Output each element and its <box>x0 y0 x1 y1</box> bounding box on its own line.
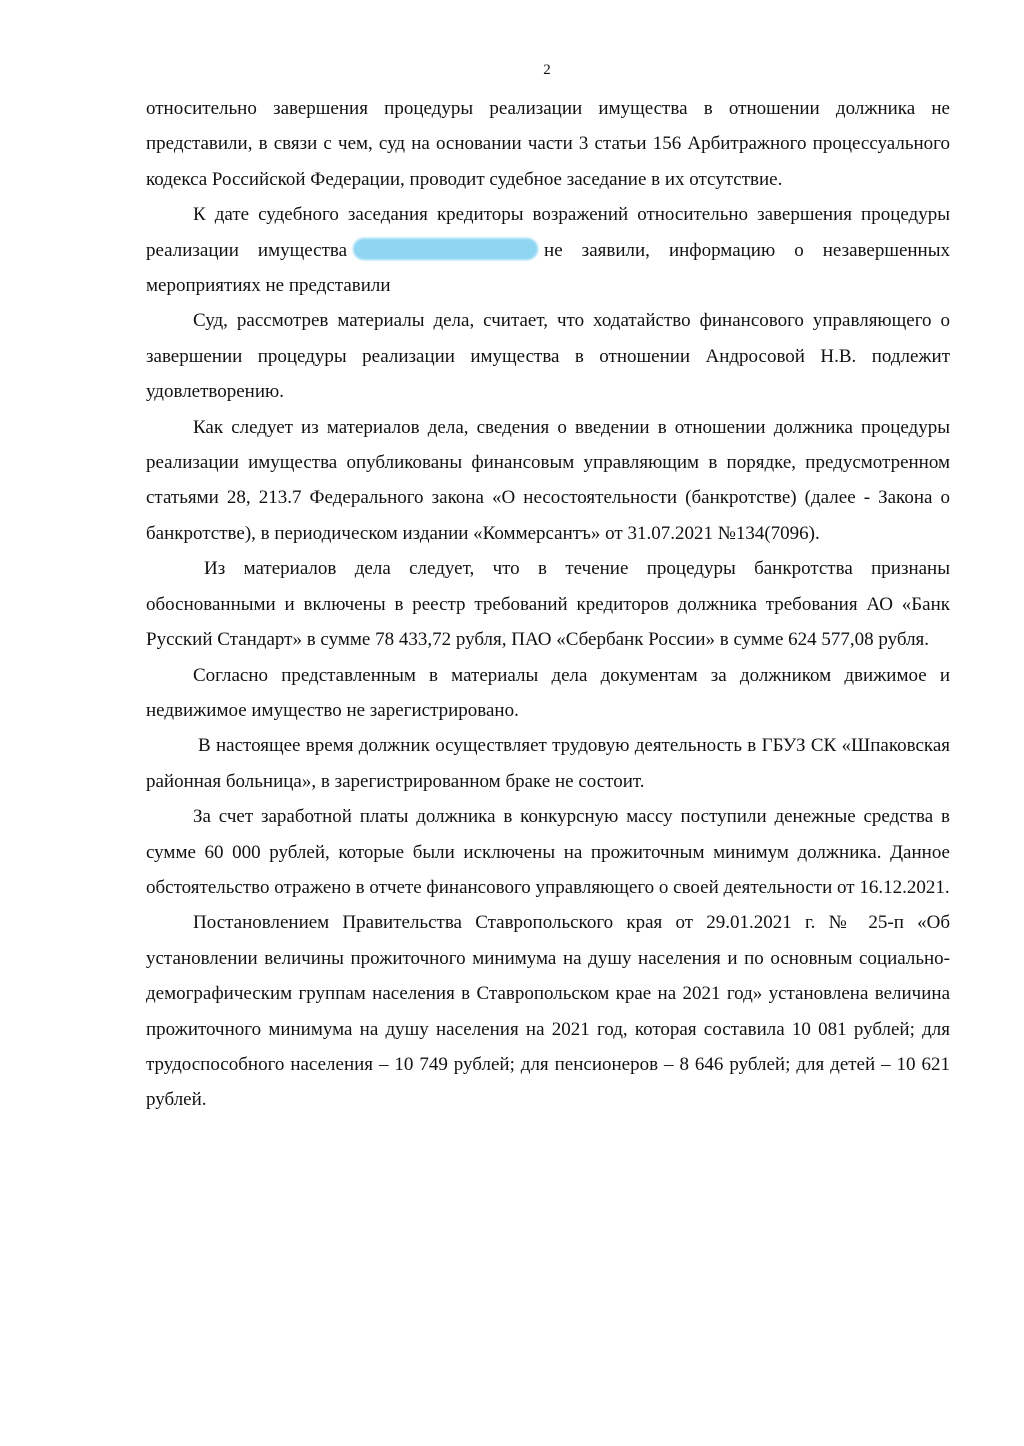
redacted-name-highlight <box>353 238 538 260</box>
document-body <box>146 91 950 1118</box>
paragraph-text-after-redaction: не заявили, информацию о незавершенных мероприятиях не представили <box>146 239 950 297</box>
page-number: 2 <box>543 62 551 78</box>
paragraph-property: Согласно представленным в материалы дела документам за должником движимое и недвижимое имущество не зарегистрировано. <box>146 664 950 721</box>
paragraph-court-decision: Суд, рассмотрев материалы дела, считает, что ходатайство финансового управляющего о завершении процедуры реализации имущества в отношении Андросовой Н.В. подлежит удовлетворению. <box>146 310 950 403</box>
paragraph-employment: В настоящее время должник осуществляет трудовую деятельность в ГБУЗ СК «Шпаковская районная больница», в зарегистрированном браке не состоит. <box>146 735 950 792</box>
paragraph-creditors-objections <box>146 197 950 303</box>
paragraph-creditor-claims: Из материалов дела следует, что в течение процедуры банкротства признаны обоснованными и включены в реестр требований кредиторов должника требования АО «Банк Русский Стандарт» в сумме 78 433,72 рубля, ПАО «Сбербанк России» в сумме 624 577,08 рубля. <box>146 558 950 651</box>
paragraph-salary-funds: За счет заработной платы должника в конкурсную массу поступили денежные средства в сумме 60 000 рублей, которые были исключены на прожиточным минимум должника. Данное обстоятельство отражено в отчете финансового управляющего о своей деятельности от 16.12.2021. <box>146 806 950 898</box>
paragraph-publication: Как следует из материалов дела, сведения о введении в отношении должника процедуры реализации имущества опубликованы финансовым управляющим в порядке, предусмотренном статьями 28, 213.7 Федерального закона «О несостоятельности (банкротстве) (далее - Закона о банкротстве), в периодическом издании «Коммерсантъ» от 31.07.2021 №134(7096). <box>146 416 950 544</box>
paragraph-subsistence-minimum: Постановлением Правительства Ставропольского края от 29.01.2021 г. № 25-п «Об установлении величины прожиточного минимума на душу населения и по основным социально-демографическим группам населения в Ставропольском крае на 2021 год» установлена величина прожиточного минимума на душу населения на 2021 год, которая составила 10 081 рублей; для трудоспособного населения – 10 749 рублей; для пенсионеров – 8 646 рублей; для детей – 10 621 рублей. <box>146 912 950 1111</box>
paragraph-continuation: относительно завершения процедуры реализации имущества в отношении должника не представили, в связи с чем, суд на основании части 3 статьи 156 Арбитражного процессуального кодекса Российской Федерации, проводит судебное заседание в их отсутствие. <box>146 98 950 190</box>
paragraph-text-before-redaction: К дате судебного заседания кредиторы возражений относительно завершения процедуры реализации имущества <box>146 204 950 261</box>
